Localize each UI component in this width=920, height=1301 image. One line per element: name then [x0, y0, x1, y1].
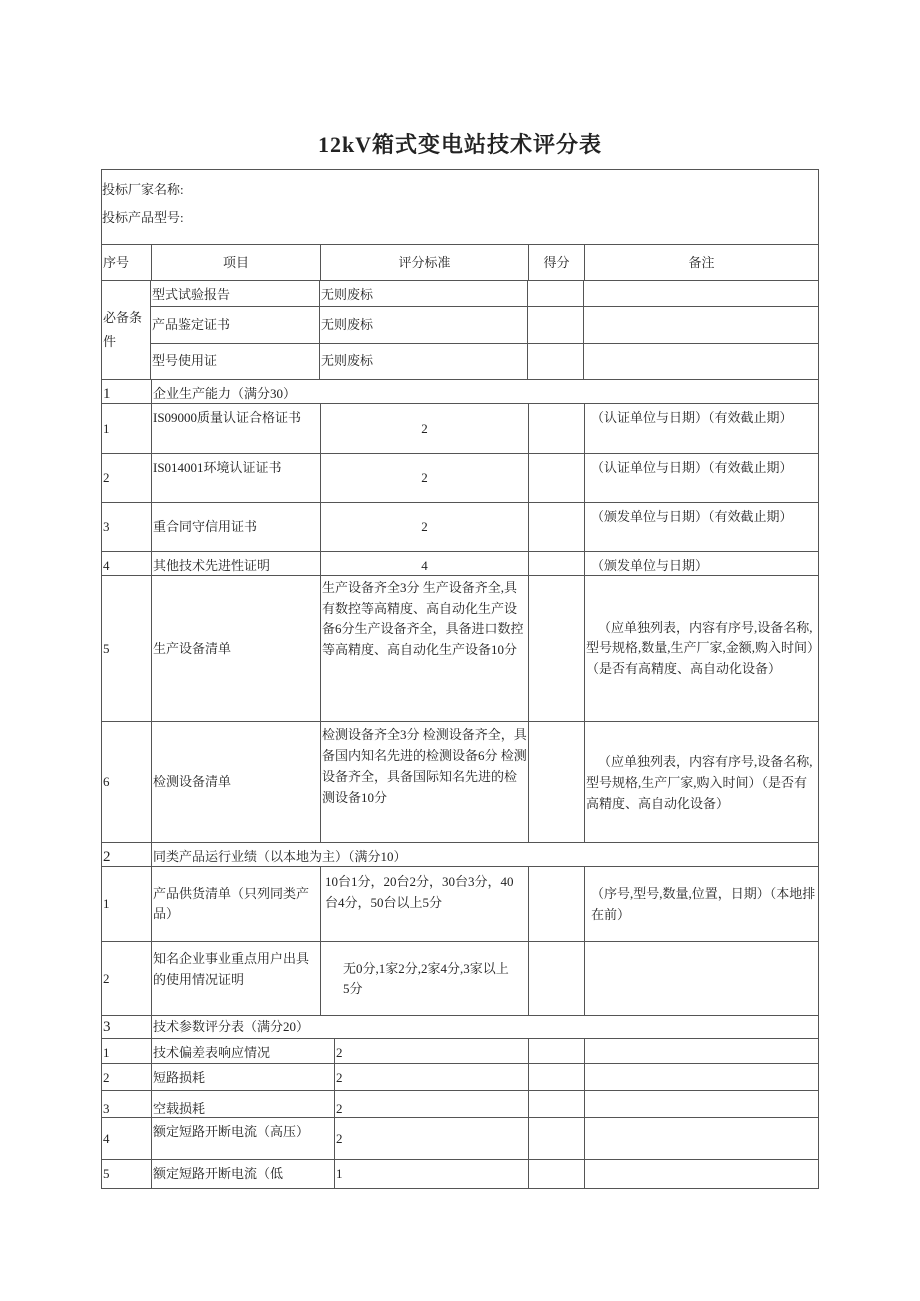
item-cell: 短路损耗 [151, 1064, 334, 1090]
row-no: 3 [103, 519, 110, 534]
section-title: 技术参数评分表（满分20） [151, 1016, 818, 1038]
criteria-cell: 10台1分，20台2分，30台3分，40台4分，50台以上5分 [320, 867, 528, 941]
page-title: 12kV箱式变电站技术评分表 [317, 132, 603, 157]
mandatory-group [102, 280, 818, 379]
row-no: 2 [103, 970, 110, 986]
note-cell [584, 1118, 818, 1159]
score-cell[interactable] [528, 503, 584, 551]
section-no: 2 [103, 849, 111, 865]
score-cell[interactable] [528, 404, 584, 453]
criteria-cell: 2 [334, 1064, 528, 1090]
item-cell: 额定短路开断电流（低 [151, 1160, 334, 1188]
item-cell: 技术偏差表响应情况 [151, 1039, 334, 1063]
table-row [102, 1063, 818, 1090]
score-cell[interactable] [528, 1039, 584, 1063]
score-cell[interactable] [528, 1118, 584, 1159]
item-cell: IS09000质量认证合格证书 [151, 404, 320, 453]
row-no: 4 [103, 558, 110, 573]
section-row [102, 379, 818, 403]
section-row [102, 842, 818, 866]
table-row [102, 453, 818, 502]
table-row [150, 281, 818, 306]
row-no: 2 [103, 470, 110, 485]
criteria-cell: 2 [334, 1091, 528, 1117]
item-cell: 产品供货清单（只列同类产品） [151, 867, 320, 941]
note-cell: （颁发单位与日期） [584, 552, 818, 575]
criteria-cell: 2 [320, 454, 528, 502]
row-no: 1 [103, 896, 110, 911]
table-row [102, 721, 818, 842]
score-cell[interactable] [527, 281, 583, 306]
item-cell: 型式试验报告 [150, 281, 319, 306]
note-cell: （颁发单位与日期）（有效截止期） [584, 503, 818, 551]
item-cell: 产品鉴定证书 [150, 307, 319, 343]
table-row [102, 941, 818, 1015]
item-cell: 空载损耗 [151, 1091, 334, 1117]
criteria-cell: 2 [320, 503, 528, 551]
note-cell [584, 1160, 818, 1188]
header-note: 备注 [584, 245, 818, 280]
scoring-table [101, 169, 819, 1189]
table-row [102, 1038, 818, 1063]
score-cell[interactable] [528, 552, 584, 575]
criteria-cell: 4 [320, 552, 528, 575]
header-no: 序号 [103, 254, 130, 270]
table-row [102, 403, 818, 453]
note-cell: （应单独列表，内容有序号,设备名称,型号规格,生产厂家,购入时间）（是否有高精度、高自动化设备） [584, 722, 818, 842]
criteria-cell: 1 [334, 1160, 528, 1188]
criteria-cell: 生产设备齐全3分 生产设备齐全,具有数控等高精度、高自动化生产设备6分生产设备齐全，具备进口数控等高精度、高自动化生产设备10分 [320, 576, 528, 721]
note-cell: （应单独列表，内容有序号,设备名称,型号规格,数量,生产厂家,金额,购入时间）（是否有高精度、高自动化设备） [584, 576, 818, 721]
criteria-cell: 无则废标 [319, 344, 527, 380]
section-title: 同类产品运行业绩（以本地为主）（满分10） [151, 843, 818, 866]
section-row [102, 1015, 818, 1038]
table-row [102, 1090, 818, 1117]
score-cell[interactable] [528, 454, 584, 502]
row-no: 1 [103, 420, 110, 436]
note-cell [584, 1039, 818, 1063]
table-row [102, 1117, 818, 1159]
criteria-cell: 无0分,1家2分,2家4分,3家以上5分 [320, 942, 528, 1015]
criteria-cell: 检测设备齐全3分 检测设备齐全，具备国内知名先进的检测设备6分 检测设备齐全，具备国际知名先进的检测设备10分 [320, 722, 528, 842]
note-cell: （认证单位与日期）（有效截止期） [584, 404, 818, 453]
criteria-cell: 2 [320, 404, 528, 453]
table-row [102, 1159, 818, 1188]
item-cell: 重合同守信用证书 [151, 503, 320, 551]
item-cell: IS014001环境认证证书 [151, 454, 320, 502]
note-cell [583, 307, 818, 343]
item-cell: 生产设备清单 [151, 576, 320, 721]
section-title: 企业生产能力（满分30） [151, 380, 818, 403]
score-cell[interactable] [528, 1064, 584, 1090]
item-cell: 检测设备清单 [151, 722, 320, 842]
mandatory-label: 必备条件 [103, 310, 143, 349]
note-cell [584, 942, 818, 1015]
score-cell[interactable] [528, 867, 584, 941]
model-label: 投标产品型号: [102, 210, 184, 225]
row-no: 1 [103, 1045, 110, 1060]
row-no: 4 [103, 1130, 110, 1146]
score-cell[interactable] [528, 942, 584, 1015]
bidder-info [102, 170, 818, 244]
row-no: 6 [103, 774, 110, 789]
note-cell [583, 281, 818, 306]
table-row [102, 866, 818, 941]
criteria-cell: 无则废标 [319, 307, 527, 343]
header-item: 项目 [151, 245, 320, 280]
note-cell: （认证单位与日期）（有效截止期） [584, 454, 818, 502]
item-cell: 额定短路开断电流（高压） [151, 1118, 334, 1159]
table-row [150, 306, 818, 343]
criteria-cell: 2 [334, 1039, 528, 1063]
note-cell: （序号,型号,数量,位置，日期）（本地排在前） [584, 867, 818, 941]
table-row [102, 551, 818, 575]
note-cell [584, 1091, 818, 1117]
score-cell[interactable] [528, 1160, 584, 1188]
header-criteria: 评分标准 [320, 245, 528, 280]
score-cell[interactable] [527, 344, 583, 380]
item-cell: 知名企业事业重点用户出具的使用情况证明 [151, 942, 320, 1015]
item-cell: 型号使用证 [150, 344, 319, 380]
row-no: 3 [103, 1101, 110, 1116]
score-cell[interactable] [527, 307, 583, 343]
manufacturer-label: 投标厂家名称: [102, 182, 184, 197]
score-cell[interactable] [528, 1091, 584, 1117]
header-score: 得分 [528, 245, 584, 280]
section-no: 3 [103, 1019, 111, 1035]
section-no: 1 [103, 386, 111, 402]
note-cell [584, 1064, 818, 1090]
score-cell[interactable] [528, 722, 584, 842]
table-row [102, 575, 818, 721]
row-no: 5 [103, 1166, 110, 1181]
header-row [102, 244, 818, 280]
row-no: 5 [103, 640, 110, 656]
criteria-cell: 2 [334, 1118, 528, 1159]
table-row [102, 502, 818, 551]
criteria-cell: 无则废标 [319, 281, 527, 306]
row-no: 2 [103, 1070, 110, 1085]
item-cell: 其他技术先进性证明 [151, 552, 320, 575]
note-cell [583, 344, 818, 380]
table-row [150, 343, 818, 380]
score-cell[interactable] [528, 576, 584, 721]
